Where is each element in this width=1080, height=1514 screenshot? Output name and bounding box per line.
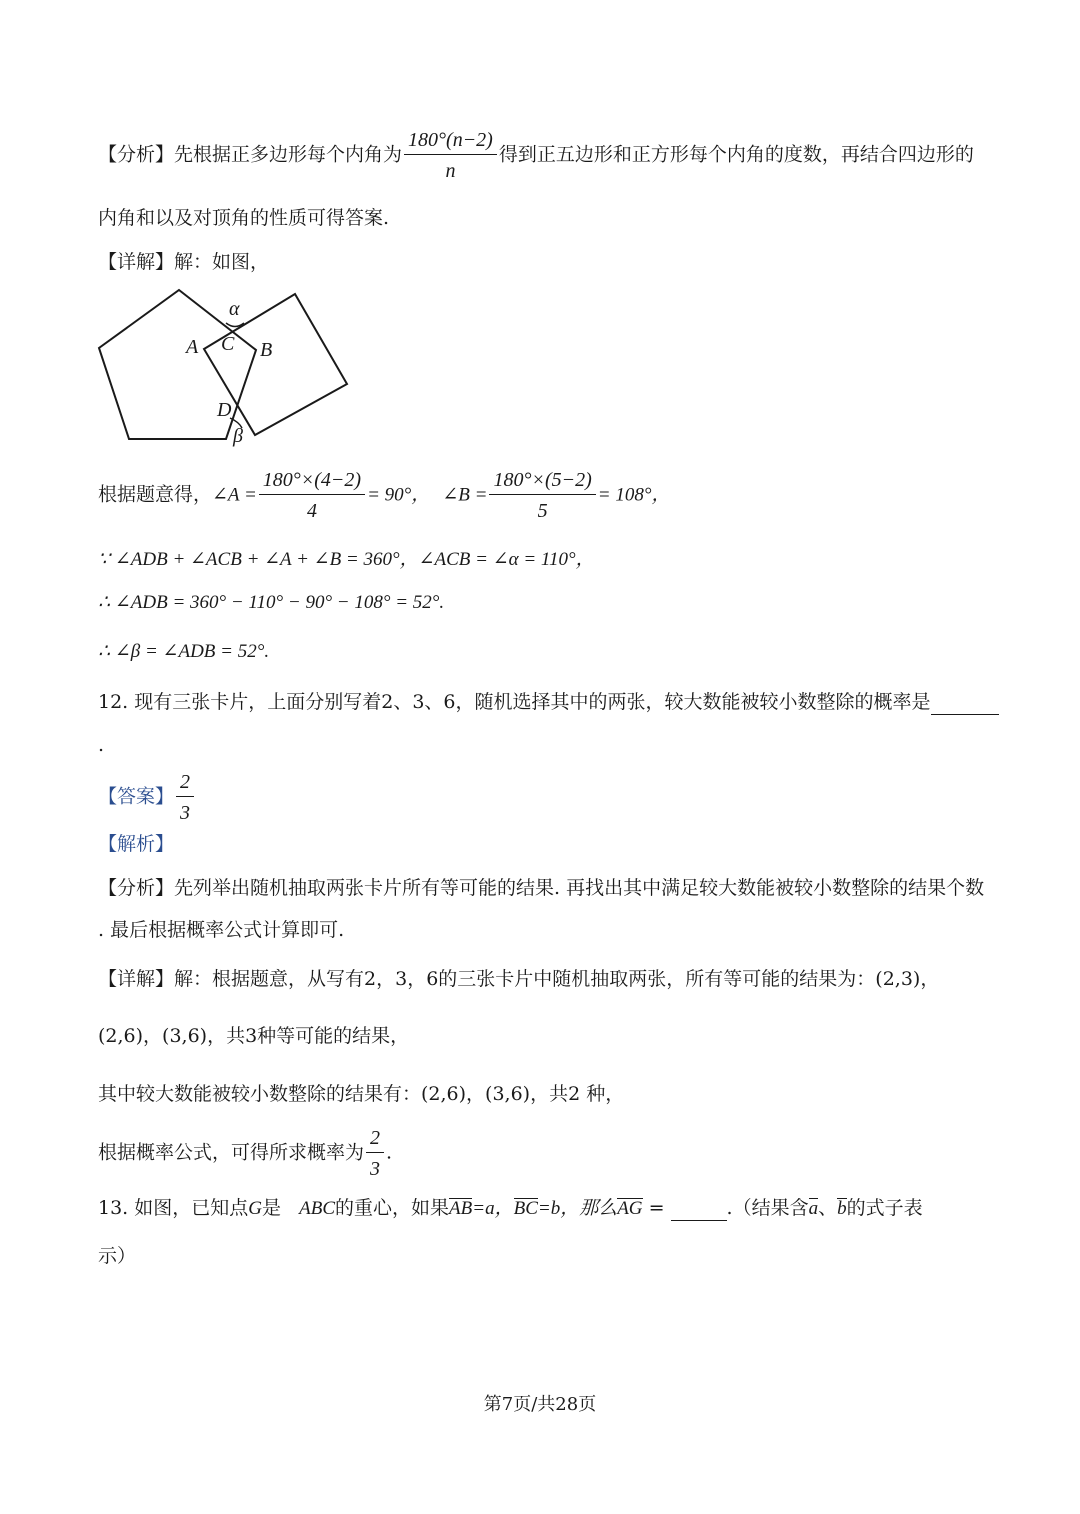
formula-numerator: 180°(n−2) <box>404 128 497 155</box>
q12-detail-text4: 根据概率公式，可得所求概率为 <box>98 1141 365 1164</box>
q13-answer-blank <box>671 1196 727 1221</box>
angleB-lhs: ∠B = <box>442 484 488 506</box>
q13-mid3: = <box>642 1197 671 1219</box>
answer-denominator: 3 <box>180 802 191 824</box>
q12-analysis-line1 <box>98 876 984 900</box>
triangle-ABC: ABC <box>299 1198 336 1219</box>
explain-tag: 【解析】 <box>98 833 175 855</box>
pentagon-square-figure <box>90 282 360 452</box>
vector-BC: BC <box>513 1198 538 1219</box>
probability-denominator: 3 <box>370 1158 381 1180</box>
q13-sep: 、 <box>818 1197 838 1219</box>
angleB-rhs: = 108°， <box>597 484 671 506</box>
q12-detail-line3: 其中较大数能被较小数整除的结果有：(2,6)，(3,6)，共2 种， <box>98 1083 625 1105</box>
detail-text: 解：如图， <box>174 251 270 273</box>
angleA-rhs: = 90°， <box>367 484 431 506</box>
q11-angle-calc-line <box>98 468 670 523</box>
q12-question-text: 12. 现有三张卡片，上面分别写着2、3、6，随机选择其中的两张，较大数能被较小数整除的概率是 <box>98 691 931 713</box>
detail-tag: 【详解】 <box>98 251 175 273</box>
q12-question-end: . <box>98 734 105 756</box>
angleA-fraction <box>259 468 365 523</box>
q13-mid2: 的重心，如果 <box>335 1197 450 1219</box>
analysis-tag: 【分析】 <box>98 143 175 166</box>
q11-detail-line <box>98 250 269 274</box>
q13-question <box>98 1196 923 1221</box>
q12-detail-line1 <box>98 967 939 991</box>
q13-post: .（结果含 <box>726 1197 809 1219</box>
q12-analysis-tag: 【分析】 <box>98 877 175 899</box>
q12-detail-line2: (2,6)，(3,6)，共3种等可能的结果， <box>98 1025 410 1047</box>
label-D: D <box>217 399 232 421</box>
probability-fraction <box>366 1126 384 1181</box>
label-C: C <box>221 333 235 355</box>
label-alpha: α <box>229 298 240 320</box>
formula-denominator: n <box>445 160 456 182</box>
eq-a: =a， <box>472 1198 514 1219</box>
q12-analysis-line2: . 最后根据概率公式计算即可. <box>98 919 345 941</box>
label-A: A <box>186 336 199 358</box>
angleA-denominator: 4 <box>306 500 317 522</box>
angleB-fraction <box>489 468 595 523</box>
q13-mid1: 是 <box>262 1197 282 1219</box>
q13-line2: 示） <box>98 1245 137 1267</box>
analysis-text-post: 得到正五边形和正方形每个内角的度数，再结合四边形的 <box>498 143 974 166</box>
q12-question <box>98 690 999 715</box>
vector-b: b <box>837 1198 847 1219</box>
probability-numerator: 2 <box>366 1126 384 1153</box>
calc-intro: 根据题意得， <box>98 483 213 506</box>
q11-step3: ∴ ∠β = ∠ADB = 52°. <box>98 641 270 662</box>
q11-step2: ∴ ∠ADB = 360° − 110° − 90° − 108° = 52°. <box>98 592 445 613</box>
angleA-lhs: ∠A = <box>212 484 257 506</box>
q12-detail-end: . <box>386 1141 393 1164</box>
label-B: B <box>260 339 273 361</box>
angleA-numerator: 180°×(4−2) <box>259 468 365 495</box>
q12-detail-tag: 【详解】 <box>98 968 175 990</box>
vector-AG: AG <box>617 1198 643 1219</box>
interior-angle-formula <box>404 128 497 183</box>
label-beta: β <box>233 425 243 447</box>
q12-detail-line4 <box>98 1126 392 1181</box>
page-footer: 第7页/共28页 <box>483 1394 597 1415</box>
q12-detail-text1: 解：根据题意，从写有2，3，6的三张卡片中随机抽取两张，所有等可能的结果为：(2,3)， <box>174 968 940 990</box>
answer-numerator: 2 <box>176 770 194 797</box>
answer-fraction <box>176 770 194 825</box>
q13-pre: 13. 如图，已知点 <box>98 1197 249 1219</box>
q13-end: 的式子表 <box>846 1197 923 1219</box>
angleB-denominator: 5 <box>537 500 548 522</box>
q11-analysis-line1 <box>98 128 974 183</box>
point-G: G <box>248 1198 262 1219</box>
q12-answer-blank <box>931 690 999 715</box>
q12-analysis-text1: 先列举出随机抽取两张卡片所有等可能的结果. 再找出其中满足较大数能被较小数整除的结果个数 <box>174 877 985 899</box>
q11-step1: ∵ ∠ADB + ∠ACB + ∠A + ∠B = 360°，∠ACB = ∠α = 110°， <box>98 549 595 570</box>
eq-b: =b，那么 <box>537 1198 618 1219</box>
angleB-numerator: 180°×(5−2) <box>489 468 595 495</box>
vector-AB: AB <box>449 1198 473 1219</box>
q12-answer-line <box>98 770 196 825</box>
answer-tag: 【答案】 <box>98 785 175 808</box>
analysis-text-pre: 先根据正多边形每个内角为 <box>174 143 403 166</box>
vector-a: a <box>808 1198 819 1219</box>
q11-analysis-line2: 内角和以及对顶角的性质可得答案. <box>98 207 390 229</box>
